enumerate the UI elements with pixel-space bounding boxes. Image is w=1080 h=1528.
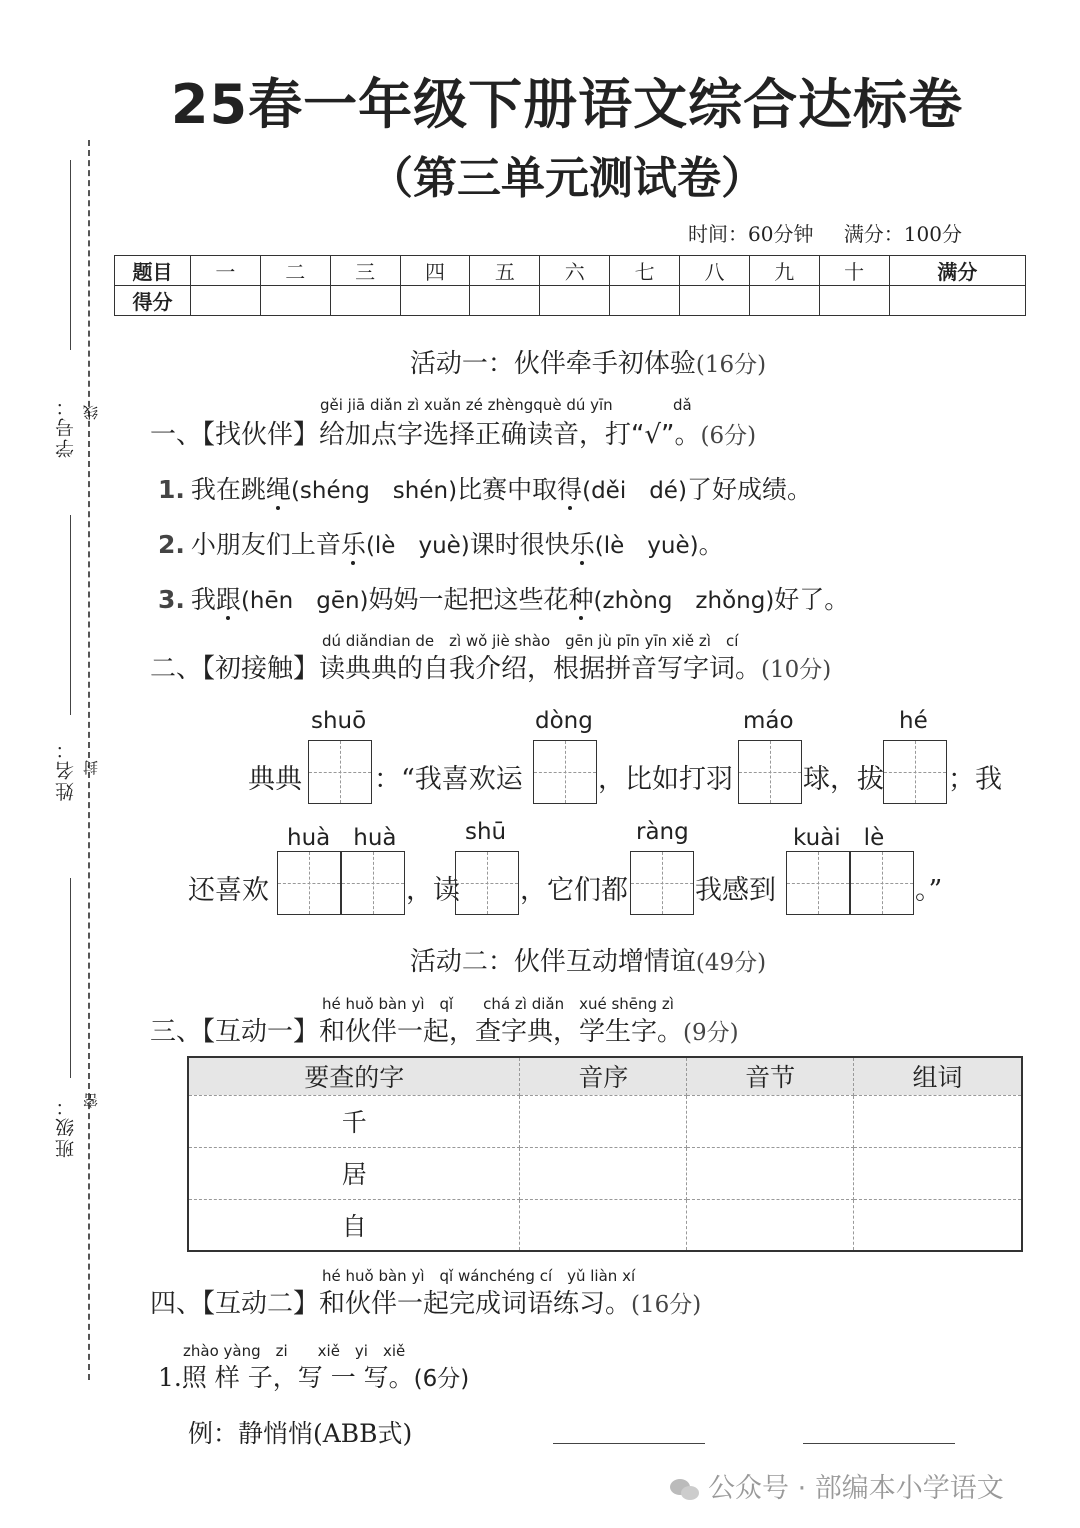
score-header: 五 (470, 256, 540, 286)
dict-header: 音序 (520, 1057, 687, 1095)
q1-text: 1.照 样 子，写 一 写。 (158, 1363, 414, 1392)
section-1-label: 一、【找伙伴】给加点字选择正确读音，打“√”。 (150, 420, 701, 450)
sec1-item (158, 470, 812, 506)
pinyin-options[interactable]: (lè yuè) (594, 533, 699, 559)
score-cell[interactable] (470, 286, 540, 316)
item-text: 好了。 (774, 585, 850, 614)
score-cell[interactable] (610, 286, 680, 316)
fill-text: 典典 (248, 764, 302, 795)
score-cell[interactable] (330, 286, 400, 316)
dotted-char: 跟 (215, 585, 241, 614)
grid-pinyin: ràng (636, 819, 689, 845)
writing-grid-box[interactable] (883, 740, 947, 804)
score-header: 四 (400, 256, 470, 286)
writing-grid-box[interactable] (341, 851, 405, 915)
score-header: 一 (191, 256, 261, 286)
section-1-points: (6分) (700, 423, 757, 449)
item-text: 妈妈一起把这些花 (368, 585, 569, 614)
watermark-text: 公众号 · 部编本小学语文 (708, 1473, 1004, 1504)
answer-cell[interactable] (854, 1147, 1022, 1199)
class-label: 班级： (55, 1095, 77, 1158)
score-header: 六 (540, 256, 610, 286)
q1-points: (6分) (413, 1366, 470, 1392)
score-table (114, 255, 1026, 316)
section-3-label: 三、【互动一】和伙伴一起，查字典，学生字。 (150, 1017, 684, 1047)
fill-text: 球，拔 (803, 764, 884, 795)
fill-text: 还喜欢 (188, 875, 269, 906)
class-line (70, 878, 71, 1078)
score-header: 九 (749, 256, 819, 286)
table-row (188, 1147, 1022, 1199)
grid-pinyin: hé (899, 708, 928, 734)
sec2-pinyin: dú diǎndian de zì wǒ jiè shào gēn jù pīn yīn xiě zì cí (322, 632, 739, 650)
wechat-icon (670, 1477, 702, 1503)
writing-grid-box[interactable] (850, 851, 914, 915)
dotted-char: 得 (557, 475, 583, 504)
score-row-label: 题目 (115, 256, 191, 286)
fill-text: 。” (915, 875, 943, 906)
student-no-label: 学号： (55, 395, 77, 458)
writing-grid-box[interactable] (786, 851, 850, 915)
score-header-total: 满分 (889, 256, 1025, 286)
item-text: 我 (190, 585, 216, 614)
activity-2-title: 活动二：伙伴互动增情谊 (409, 947, 696, 977)
pinyin-options[interactable]: (lè yuè) (365, 533, 470, 559)
writing-grid-box[interactable] (630, 851, 694, 915)
item-text: 了好成绩。 (686, 475, 812, 504)
pinyin-options[interactable]: (děi dé) (582, 478, 687, 504)
fill-text: ，读 (406, 875, 460, 906)
section-3-points: (9分) (683, 1020, 739, 1046)
section-2-heading (150, 648, 831, 685)
answer-cell[interactable] (854, 1199, 1022, 1251)
answer-cell[interactable] (520, 1147, 687, 1199)
mark-line: 线 (82, 405, 100, 420)
activity-2-heading (0, 941, 1080, 978)
dict-header: 音节 (687, 1057, 854, 1095)
item-text: 比赛中取 (457, 475, 558, 504)
sec1-pinyin: gěi jiā diǎn zì xuǎn zé zhèngquè dú yīn (320, 396, 613, 414)
sec1-pinyin-2: dǎ (673, 396, 692, 414)
name-label: 姓名： (55, 738, 77, 801)
dotted-char: 乐 (569, 530, 595, 559)
score-cell[interactable] (540, 286, 610, 316)
watermark (670, 1466, 1004, 1505)
score-cell[interactable] (680, 286, 750, 316)
activity-1-heading (0, 343, 1080, 380)
score-header: 十 (819, 256, 889, 286)
answer-blank[interactable] (553, 1443, 705, 1444)
answer-cell[interactable] (520, 1199, 687, 1251)
sec4-q1 (158, 1358, 469, 1394)
dict-char: 自 (188, 1199, 520, 1251)
item-number: 1. (158, 475, 185, 504)
grid-pinyin: shuō (311, 708, 367, 734)
activity-2-points: (49分) (695, 950, 767, 976)
exam-meta (664, 218, 962, 247)
page-title: 25春一年级下册语文综合达标卷 (170, 73, 964, 136)
sec3-pinyin: hé huǒ bàn yì qǐ chá zì diǎn xué shēng zì (322, 995, 674, 1013)
writing-grid-box[interactable] (308, 740, 372, 804)
answer-cell[interactable] (687, 1147, 854, 1199)
score-header: 二 (260, 256, 330, 286)
writing-grid-box[interactable] (533, 740, 597, 804)
score-cell[interactable] (819, 286, 889, 316)
sec1-item (158, 525, 724, 561)
score-cell[interactable] (749, 286, 819, 316)
score-header: 七 (610, 256, 680, 286)
score-row-label: 得分 (115, 286, 191, 316)
dict-char: 居 (188, 1147, 520, 1199)
sec1-item (158, 580, 849, 616)
section-2-label: 二、【初接触】读典典的自我介绍，根据拼音写字词。 (150, 654, 762, 684)
score-cell[interactable] (400, 286, 470, 316)
example-text: 例：静悄悄(ABB式) (188, 1419, 413, 1448)
writing-grid-box[interactable] (455, 851, 519, 915)
dict-header: 要查的字 (188, 1057, 520, 1095)
pinyin-options[interactable]: (shéng shén) (290, 478, 458, 504)
dictionary-table (187, 1056, 1023, 1252)
item-text: 课时很快 (469, 530, 570, 559)
pinyin-options[interactable]: (hēn gēn) (240, 588, 369, 614)
sec4-pinyin: hé huǒ bàn yì qǐ wánchéng cí yǔ liàn xí (322, 1267, 636, 1285)
answer-cell[interactable] (687, 1199, 854, 1251)
score-cell[interactable] (191, 286, 261, 316)
grid-pinyin: máo (743, 708, 794, 734)
item-number: 3. (158, 585, 185, 614)
activity-1-points: (16分) (695, 352, 767, 378)
grid-pinyin: huà huà (287, 825, 397, 851)
score-cell[interactable] (889, 286, 1025, 316)
grid-pinyin: kuài lè (793, 825, 885, 851)
dotted-char: 种 (568, 585, 594, 614)
section-3-heading (150, 1011, 739, 1048)
dict-header: 组词 (854, 1057, 1022, 1095)
exam-time: 时间：60分钟 (688, 222, 814, 246)
fill-text: ；我 (948, 764, 1002, 795)
fill-text: ，比如打羽 (598, 764, 733, 795)
score-header: 三 (330, 256, 400, 286)
answer-cell[interactable] (687, 1095, 854, 1147)
section-4-label: 四、【互动二】和伙伴一起完成词语练习。 (150, 1289, 632, 1319)
grid-pinyin: dòng (535, 708, 593, 734)
dotted-char: 绳 (265, 475, 291, 504)
mark-seal: 封 (82, 760, 100, 775)
page-subtitle: （第三单元测试卷） (369, 153, 765, 204)
section-4-heading (150, 1283, 701, 1320)
fill-text: 我感到 (695, 875, 776, 906)
section-2-points: (10分) (761, 657, 832, 683)
table-row (188, 1199, 1022, 1251)
grid-pinyin: shū (465, 819, 507, 845)
fill-text: ：“我喜欢运 (374, 764, 523, 795)
table-row (188, 1095, 1022, 1147)
answer-cell[interactable] (520, 1095, 687, 1147)
pinyin-options[interactable]: (zhòng zhǒng) (593, 588, 775, 614)
fill-text: ，它们都 (520, 875, 628, 906)
writing-grid-box[interactable] (738, 740, 802, 804)
answer-blank[interactable] (803, 1443, 955, 1444)
score-header: 八 (680, 256, 750, 286)
section-1-heading (150, 414, 756, 451)
mark-secret: 密 (82, 1093, 100, 1108)
writing-grid-box[interactable] (277, 851, 341, 915)
section-4-points: (16分) (631, 1292, 702, 1318)
name-line (70, 515, 71, 715)
item-text: 小朋友们上音 (190, 530, 341, 559)
dict-char: 千 (188, 1095, 520, 1147)
exam-full-score: 满分：100分 (843, 222, 962, 246)
score-cell[interactable] (260, 286, 330, 316)
dotted-char: 乐 (340, 530, 366, 559)
item-text: 。 (698, 530, 724, 559)
activity-1-title: 活动一：伙伴牵手初体验 (409, 349, 696, 379)
q1-pinyin: zhào yàng zi xiě yi xiě (183, 1342, 406, 1360)
item-number: 2. (158, 530, 185, 559)
answer-cell[interactable] (854, 1095, 1022, 1147)
item-text: 我在跳 (190, 475, 266, 504)
